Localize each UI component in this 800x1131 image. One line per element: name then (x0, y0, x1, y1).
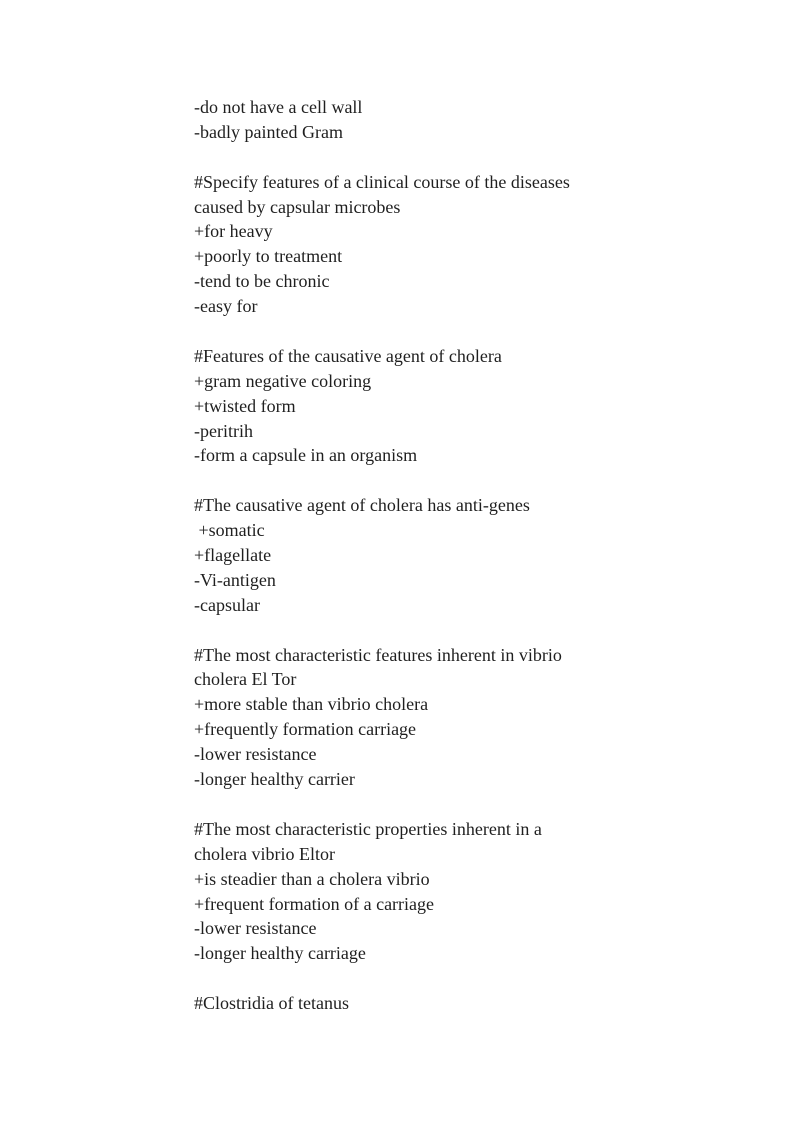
paragraph-spacer (194, 468, 634, 493)
correct-option-line: +is steadier than a cholera vibrio (194, 868, 430, 889)
incorrect-option-line: -easy for (194, 296, 258, 317)
answer-fragment-block (194, 95, 634, 145)
incorrect-option-line: -peritrih (194, 420, 253, 441)
question-block (194, 991, 634, 1016)
correct-option-line: +twisted form (194, 395, 296, 416)
text-line: cholera vibrio Eltor (194, 843, 335, 864)
paragraph-spacer (194, 792, 634, 817)
question-line: #Features of the causative agent of cholera (194, 345, 502, 366)
incorrect-option-line: -capsular (194, 594, 260, 615)
text-line: caused by capsular microbes (194, 196, 401, 217)
question-block (194, 344, 634, 468)
question-block (194, 643, 634, 792)
correct-option-line: +more stable than vibrio cholera (194, 694, 429, 715)
incorrect-option-line: -tend to be chronic (194, 271, 330, 292)
document-text (194, 95, 634, 1016)
question-line: #Specify features of a clinical course of the diseases (194, 171, 570, 192)
incorrect-option-line: -form a capsule in an organism (194, 445, 418, 466)
incorrect-option-line: -longer healthy carriage (194, 943, 366, 964)
question-line: #The most characteristic properties inherent in a (194, 818, 542, 839)
correct-option-line: +gram negative coloring (194, 370, 372, 391)
paragraph-spacer (194, 145, 634, 170)
incorrect-option-line: -lower resistance (194, 744, 317, 765)
question-block (194, 817, 634, 966)
question-block (194, 170, 634, 319)
text-line: cholera El Tor (194, 669, 297, 690)
correct-option-line: +frequently formation carriage (194, 719, 417, 740)
question-block (194, 493, 634, 617)
question-line: #Clostridia of tetanus (194, 993, 349, 1014)
correct-option-line: +somatic (194, 520, 265, 541)
incorrect-option-line: -do not have a cell wall (194, 97, 363, 117)
incorrect-option-line: -lower resistance (194, 918, 317, 939)
correct-option-line: +for heavy (194, 221, 273, 242)
incorrect-option-line: -badly painted Gram (194, 121, 343, 142)
paragraph-spacer (194, 618, 634, 643)
correct-option-line: +poorly to treatment (194, 246, 343, 267)
paragraph-spacer (194, 966, 634, 991)
incorrect-option-line: -Vi-antigen (194, 569, 276, 590)
incorrect-option-line: -longer healthy carrier (194, 769, 355, 790)
question-line: #The causative agent of cholera has anti-genes (194, 495, 530, 516)
correct-option-line: +frequent formation of a carriage (194, 893, 435, 914)
correct-option-line: +flagellate (194, 545, 272, 566)
paragraph-spacer (194, 319, 634, 344)
question-line: #The most characteristic features inherent in vibrio (194, 644, 562, 665)
